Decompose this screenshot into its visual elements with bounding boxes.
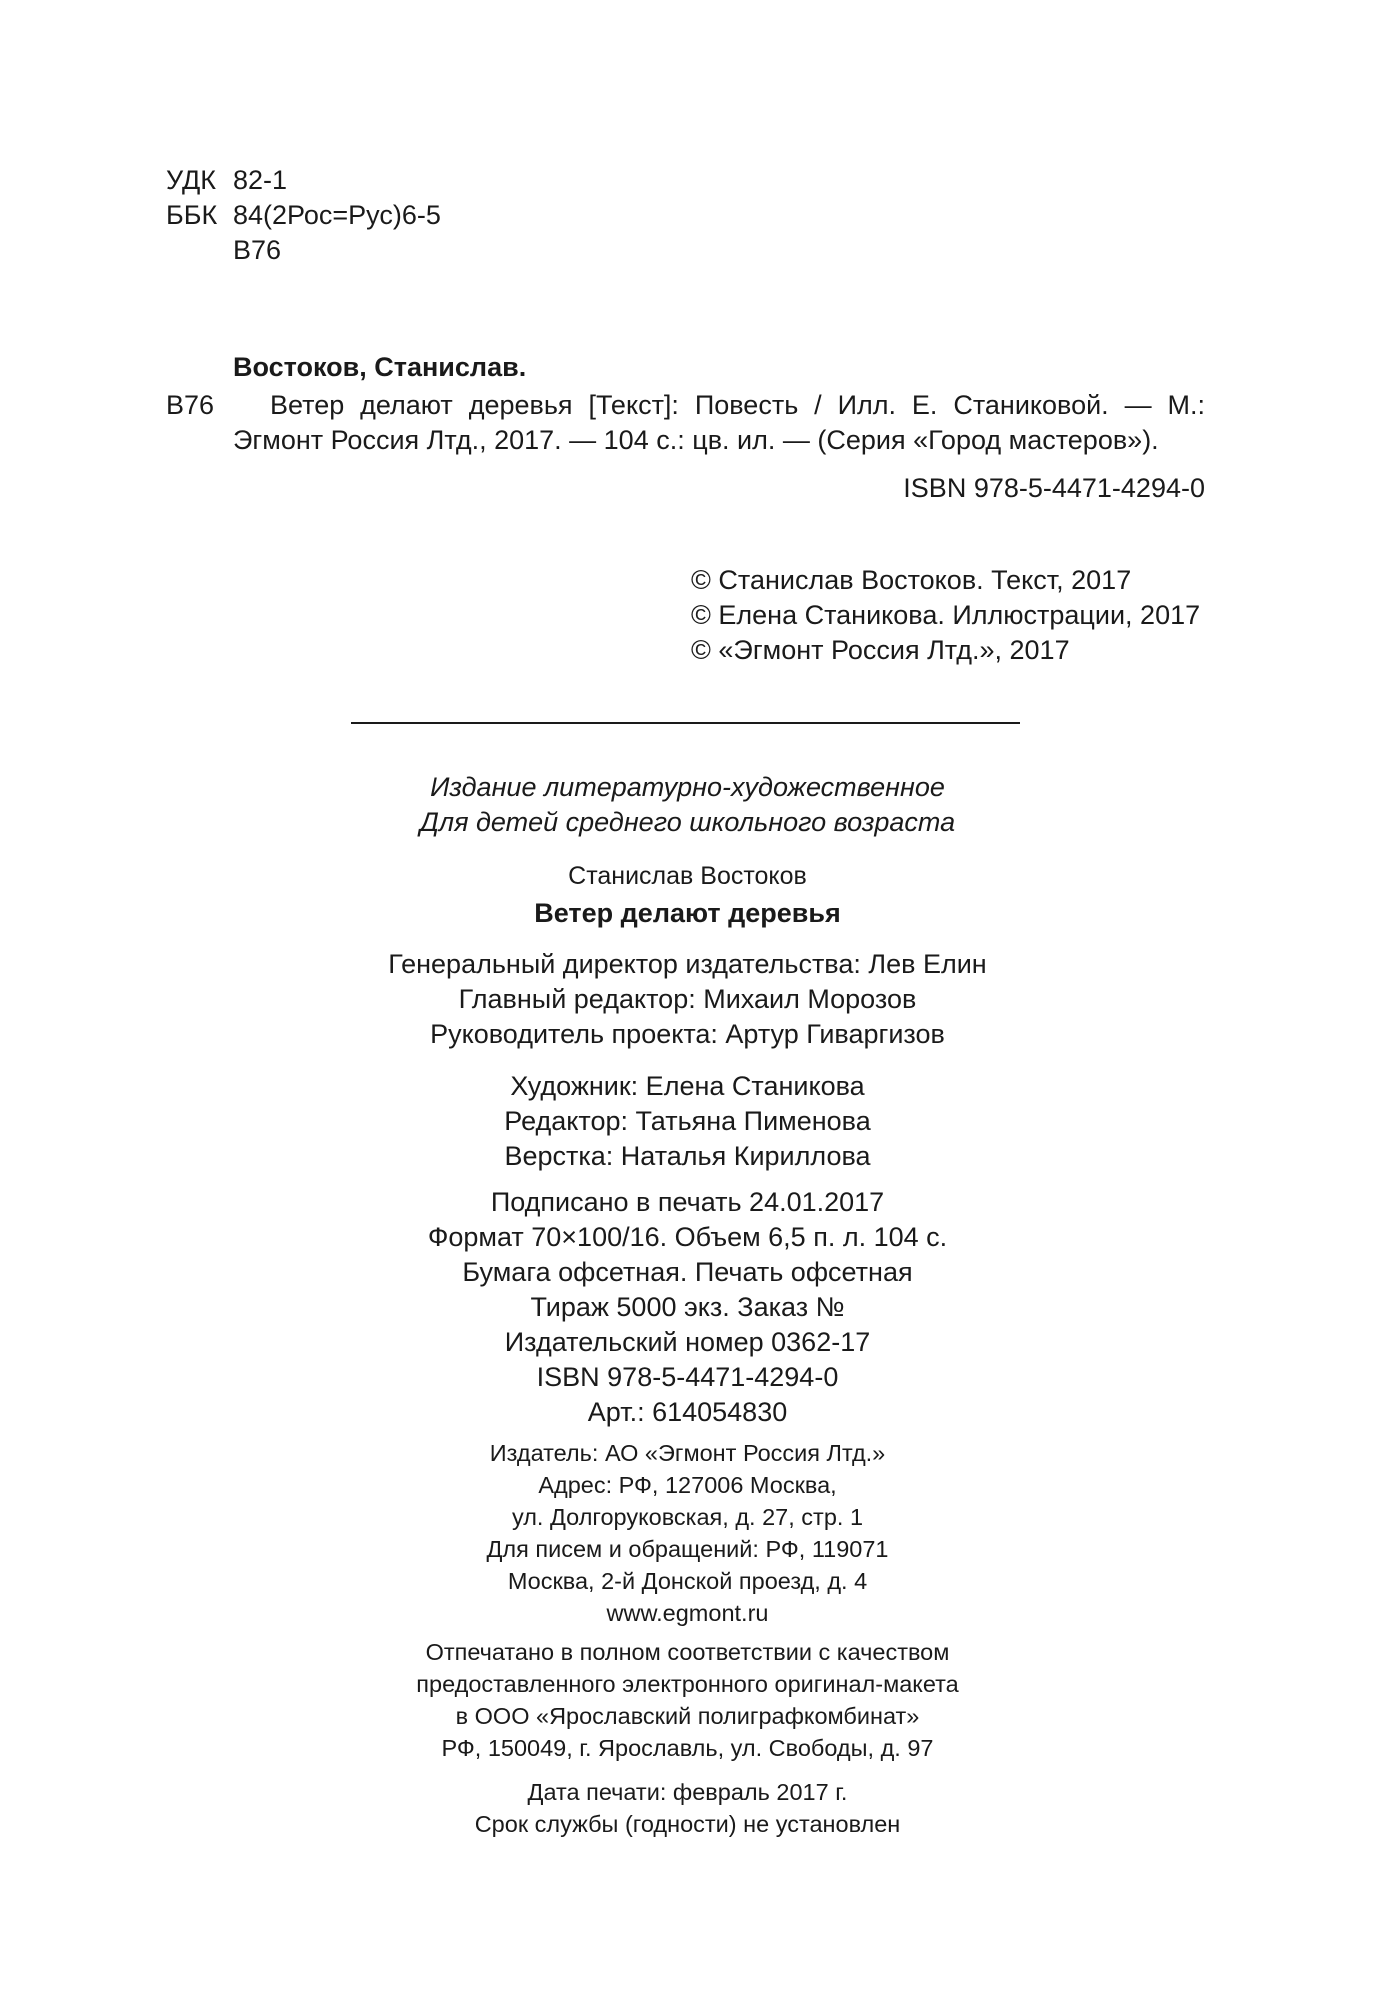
classification-label: УДК	[166, 165, 216, 195]
technical-line: Тираж 5000 экз. Заказ №	[530, 1292, 845, 1322]
staff-management-block	[0, 947, 1375, 1052]
publisher-line: Издатель: АО «Эгмонт Россия Лтд.»	[489, 1440, 886, 1466]
copyright-line: © Елена Станикова. Иллюстрации, 2017	[691, 600, 1201, 630]
classification-block	[166, 163, 441, 268]
technical-line: Арт.: 614054830	[587, 1397, 788, 1427]
publisher-line: Для писем и обращений: РФ, 119071	[486, 1536, 889, 1562]
staff-line: Верстка: Наталья Кириллова	[504, 1141, 871, 1171]
staff-line: Генеральный директор издательства: Лев Елин	[388, 949, 987, 979]
bib-isbn: ISBN 978-5-4471-4294-0	[903, 473, 1205, 503]
bib-line-1: Ветер делают деревья [Текст]: Повесть / Илл. Е. Станиковой. — М.:	[270, 390, 1205, 420]
classification-row	[166, 163, 441, 198]
bib-code: В76	[166, 390, 215, 420]
print-date: Дата печати: февраль 2017 г.	[527, 1779, 848, 1805]
publisher-block	[0, 1437, 1375, 1629]
book-title: Ветер делают деревья	[534, 898, 841, 928]
classification-label: ББК	[166, 200, 218, 230]
publisher-website: www.egmont.ru	[606, 1600, 769, 1626]
staff-creative-block	[0, 1069, 1375, 1174]
printer-line: РФ, 150049, г. Ярославль, ул. Свободы, д. 97	[441, 1735, 934, 1761]
classification-value: В76	[233, 235, 282, 265]
staff-line: Редактор: Татьяна Пименова	[504, 1106, 871, 1136]
publisher-line: ул. Долгоруковская, д. 27, стр. 1	[511, 1504, 864, 1530]
classification-value: 84(2Рос=Рус)6-5	[233, 200, 441, 230]
printer-block	[0, 1636, 1375, 1764]
separator-rule	[351, 722, 1020, 724]
copyright-block	[691, 563, 1200, 668]
technical-line: Бумага офсетная. Печать офсетная	[462, 1257, 913, 1287]
technical-line: Издательский номер 0362-17	[504, 1327, 871, 1357]
bib-author: Востоков, Станислав.	[233, 352, 527, 382]
shelf-life: Срок службы (годности) не установлен	[474, 1811, 901, 1837]
classification-row	[166, 233, 441, 268]
book-author: Станислав Востоков	[568, 862, 807, 890]
technical-block	[0, 1185, 1375, 1430]
staff-line: Руководитель проекта: Артур Гиваргизов	[430, 1019, 945, 1049]
bib-line-2: Эгмонт Россия Лтд., 2017. — 104 с.: цв. ил. — (Серия «Город мастеров»).	[233, 425, 1159, 455]
publisher-line: Адрес: РФ, 127006 Москва,	[538, 1472, 837, 1498]
classification-row	[166, 198, 441, 233]
staff-line: Художник: Елена Станикова	[510, 1071, 865, 1101]
genre-line: Для детей среднего школьного возраста	[419, 807, 956, 837]
copyright-line: © «Эгмонт Россия Лтд.», 2017	[691, 635, 1070, 665]
printer-line: Отпечатано в полном соответствии с качеством	[425, 1639, 950, 1665]
publisher-line: Москва, 2-й Донской проезд, д. 4	[507, 1568, 868, 1594]
printer-line: предоставленного электронного оригинал-макета	[416, 1671, 959, 1697]
genre-line: Издание литературно-художественное	[430, 772, 945, 802]
staff-line: Главный редактор: Михаил Морозов	[458, 984, 917, 1014]
classification-label	[166, 233, 233, 268]
technical-line: ISBN 978-5-4471-4294-0	[536, 1362, 839, 1392]
printer-line: в ООО «Ярославский полиграфкомбинат»	[455, 1703, 920, 1729]
copyright-line: © Станислав Востоков. Текст, 2017	[691, 565, 1132, 595]
technical-line: Формат 70×100/16. Объем 6,5 п. л. 104 с.	[427, 1222, 948, 1252]
technical-line: Подписано в печать 24.01.2017	[490, 1187, 885, 1217]
classification-value: 82-1	[233, 165, 288, 195]
genre-block	[0, 770, 1375, 840]
dates-block	[0, 1776, 1375, 1840]
book-title-block	[0, 859, 1375, 932]
